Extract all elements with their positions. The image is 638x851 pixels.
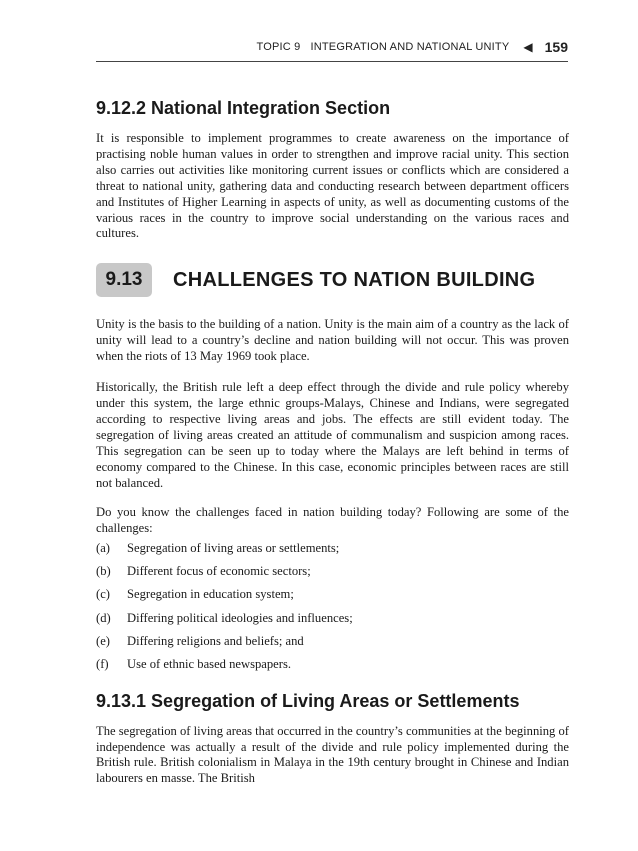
section-heading-9-13 bbox=[96, 261, 569, 299]
header-topic: TOPIC 9 bbox=[256, 41, 301, 53]
list-marker: (f) bbox=[96, 656, 109, 671]
paragraph-historically: Historically, the British rule left a deep effect through the divide and rule policy whereby under this system, the large ethnic groups-Malays, Chinese and Indians, were segregated according to respective living areas and jobs. The effects are still evident today. The segregation of living areas created an attitude of communalism and suspicion among races. This segregation can be seen up to today where the Malays are left behind in terms of economy compared to the Chinese. In this case, economic principles between races are still not balanced. bbox=[96, 380, 569, 490]
paragraph-national-integration: It is responsible to implement programmes to create awareness on the importance of practising noble human values in order to strengthen and improve racial unity. This section also carries out activities like monitoring current issues or conflicts which are considered a threat to national unity, gathering data and conducting research between department officers and Institutes of Higher Learning in aspects of unity, as well as documenting customs of the various races in the country to improve social understanding on the various races and cultures. bbox=[96, 131, 569, 241]
list-marker: (e) bbox=[96, 633, 110, 648]
challenges-list bbox=[96, 541, 569, 672]
list-marker: (b) bbox=[96, 564, 111, 579]
header-title: INTEGRATION AND NATIONAL UNITY bbox=[310, 41, 510, 53]
list-item bbox=[96, 634, 569, 650]
section-number-badge: 9.13 bbox=[96, 263, 152, 297]
list-item bbox=[96, 541, 569, 557]
list-item-text: Segregation of living areas or settlements; bbox=[127, 541, 340, 556]
list-item bbox=[96, 587, 569, 603]
page-number: 159 bbox=[544, 39, 568, 55]
page-content bbox=[96, 98, 569, 787]
paragraph-unity: Unity is the basis to the building of a nation. Unity is the main aim of a country as the lack of unity will lead to a country’s decline and nation building will not occur. This was proven when the riots of 13 May 1969 took place. bbox=[96, 317, 569, 364]
list-item bbox=[96, 657, 569, 673]
list-item bbox=[96, 611, 569, 627]
list-item-text: Differing religions and beliefs; and bbox=[127, 633, 304, 648]
header-divider bbox=[96, 61, 568, 62]
list-marker: (d) bbox=[96, 610, 111, 625]
list-item-text: Differing political ideologies and influences; bbox=[127, 610, 353, 625]
list-item-text: Use of ethnic based newspapers. bbox=[127, 656, 292, 671]
list-item-text: Different focus of economic sectors; bbox=[127, 564, 311, 579]
running-header bbox=[256, 38, 568, 56]
subsection-heading-9-13-1: 9.13.1 Segregation of Living Areas or Settlements bbox=[96, 690, 520, 711]
list-item-text: Segregation in education system; bbox=[127, 587, 294, 602]
section-title: CHALLENGES TO NATION BUILDING bbox=[173, 268, 536, 291]
left-triangle-icon: ◀ bbox=[523, 40, 533, 54]
subsection-heading-9-12-2: 9.12.2 National Integration Section bbox=[96, 98, 391, 118]
paragraph-challenges-intro: Do you know the challenges faced in nation building today? Following are some of the challenges: bbox=[96, 505, 569, 536]
list-marker: (c) bbox=[96, 587, 110, 602]
list-item bbox=[96, 564, 569, 580]
list-marker: (a) bbox=[96, 541, 110, 556]
paragraph-segregation: The segregation of living areas that occurred in the country’s communities at the beginning of independence was actually a result of the divide and rule policy implemented during the British rule. British colonialism in Malaya in the 19th century brought in Chinese and Indian labourers en masse. The British bbox=[96, 723, 569, 786]
